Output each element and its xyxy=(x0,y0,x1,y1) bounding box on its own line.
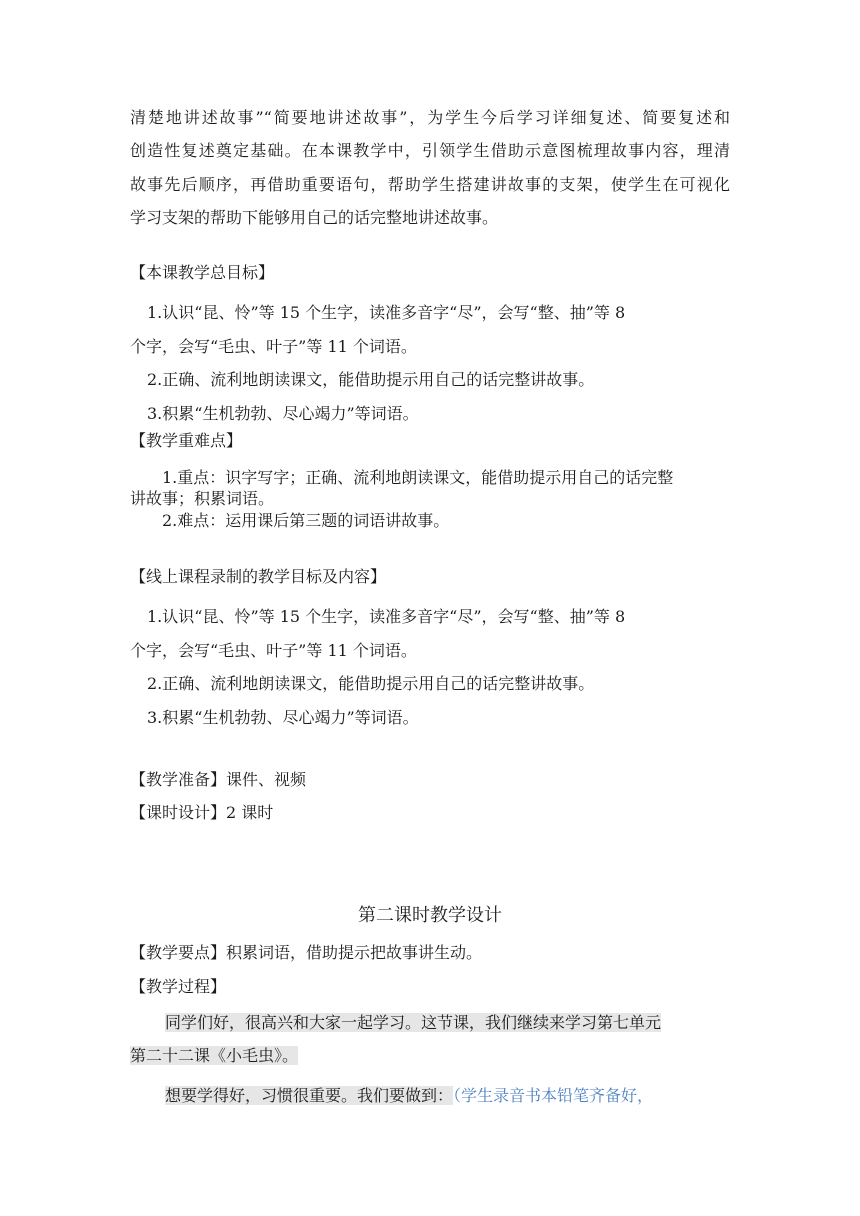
process-para-2-main: 想要学得好，习惯很重要。我们要做到： xyxy=(165,1086,454,1105)
intro-line-1: 清楚地讲述故事”“简要地讲述故事”，为学生今后学习详细复述、简要复述和 xyxy=(130,108,730,127)
total-goal-1-line-1: 1.认识“昆、怜”等 15 个生字，读准多音字“尽”，会写“整、抽”等 8 xyxy=(147,303,626,322)
total-goal-1-line-2: 个字，会写“毛虫、叶子”等 11 个词语。 xyxy=(130,337,417,356)
online-goal-3: 3.积累“生机勃勃、尽心竭力”等词语。 xyxy=(147,708,419,727)
key-point-1-line-1: 1.重点：识字写字；正确、流利地朗读课文，能借助提示用自己的话完整 xyxy=(162,468,674,487)
process-para-1-line-1-wrap xyxy=(165,1012,661,1034)
process-para-1-line-2: 第二十二课《小毛虫》。 xyxy=(130,1046,299,1065)
online-goal-2: 2.正确、流利地朗读课文，能借助提示用自己的话完整讲故事。 xyxy=(147,674,595,693)
process-para-1-line-1: 同学们好，很高兴和大家一起学习。这节课，我们继续来学习第七单元 xyxy=(165,1013,662,1032)
intro-line-2: 创造性复述奠定基础。在本课教学中，引领学生借助示意图梳理故事内容，理清 xyxy=(130,141,730,160)
key-points-heading: 【教学重难点】 xyxy=(130,431,243,450)
process-para-2-wrap xyxy=(165,1085,653,1107)
key-point-2: 2.难点：运用课后第三题的词语讲故事。 xyxy=(162,511,450,530)
online-goal-1-line-2: 个字，会写“毛虫、叶子”等 11 个词语。 xyxy=(130,641,417,660)
second-lesson-title: 第二课时教学设计 xyxy=(358,905,502,926)
online-goal-1-line-1: 1.认识“昆、怜”等 15 个生字，读准多音字“尽”，会写“整、抽”等 8 xyxy=(147,607,626,626)
lesson-schedule: 【课时设计】2 课时 xyxy=(130,803,274,822)
teaching-prep: 【教学准备】课件、视频 xyxy=(130,770,307,789)
total-goals-heading: 【本课教学总目标】 xyxy=(130,263,275,282)
teaching-key-points: 【教学要点】积累词语，借助提示把故事讲生动。 xyxy=(130,943,483,962)
teaching-process-heading: 【教学过程】 xyxy=(130,977,227,996)
total-goal-3: 3.积累“生机勃勃、尽心竭力”等词语。 xyxy=(147,404,419,423)
intro-line-3: 故事先后顺序，再借助重要语句，帮助学生搭建讲故事的支架，使学生在可视化 xyxy=(130,175,730,194)
key-point-1-line-2: 讲故事；积累词语。 xyxy=(130,489,275,508)
intro-line-4: 学习支架的帮助下能够用自己的话完整地讲述故事。 xyxy=(130,208,499,227)
online-goals-heading: 【线上课程录制的教学目标及内容】 xyxy=(130,567,387,586)
process-para-2-note: （学生录音书本铅笔齐备好， xyxy=(453,1086,654,1105)
total-goal-2: 2.正确、流利地朗读课文，能借助提示用自己的话完整讲故事。 xyxy=(147,370,595,389)
process-para-1-line-2-wrap xyxy=(130,1045,298,1067)
